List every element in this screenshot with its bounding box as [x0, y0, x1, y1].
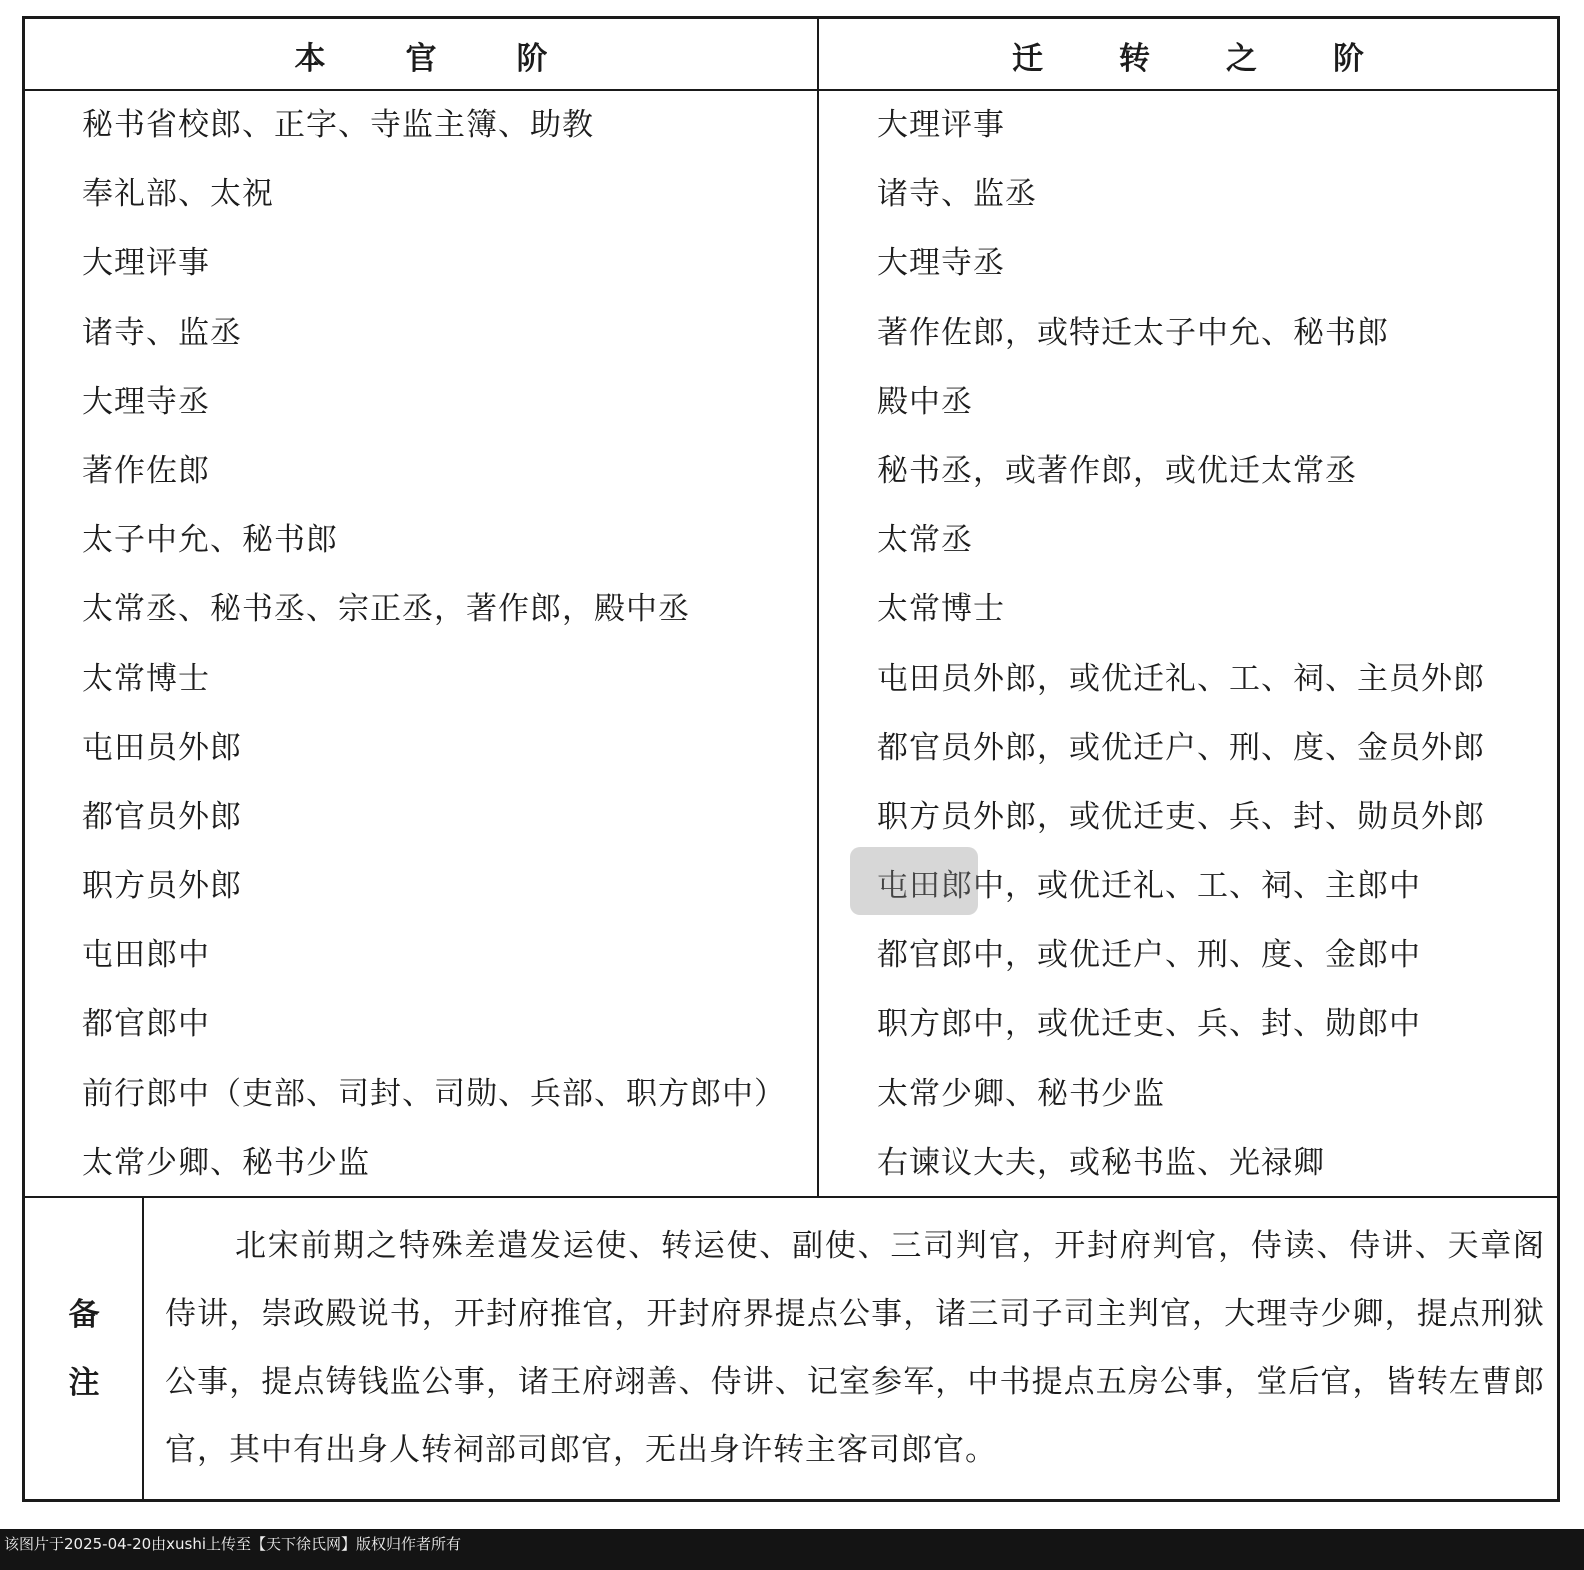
left-cell: 职方员外郎	[82, 868, 242, 905]
left-cell: 秘书省校郎、正字、寺监主簿、助教	[82, 107, 594, 143]
left-cell: 大理评事	[82, 245, 210, 282]
right-cell: 屯田郎中，或优迁礼、工、祠、主郎中	[877, 868, 1421, 905]
right-cell: 太常博士	[877, 591, 1005, 628]
right-cell: 著作佐郎，或特迁太子中允、秘书郎	[877, 314, 1389, 351]
left-cell: 奉礼部、太祝	[82, 176, 274, 213]
header-right-char: 阶	[1333, 40, 1364, 77]
right-cell: 都官员外郎，或优迁户、刑、度、金员外郎	[877, 729, 1485, 766]
selection-highlight	[850, 847, 978, 915]
left-cell: 太子中允、秘书郎	[82, 522, 338, 559]
left-column	[82, 91, 802, 1198]
right-cell: 殿中丞	[877, 383, 973, 420]
rank-table	[22, 16, 1560, 1502]
header-right-char: 转	[1119, 40, 1150, 77]
right-cell: 大理评事	[877, 107, 1005, 143]
left-cell: 太常少卿、秘书少监	[82, 1144, 370, 1181]
left-cell: 大理寺丞	[82, 383, 210, 420]
right-cell: 太常丞	[877, 522, 973, 559]
left-cell: 太常博士	[82, 660, 210, 697]
header-right	[819, 19, 1557, 91]
column-divider	[817, 19, 819, 1198]
footer-text: 该图片于2025-04-20由xushi上传至【天下徐氏网】版权归作者所有	[4, 1535, 462, 1553]
left-cell: 屯田郎中	[82, 937, 210, 974]
header-left	[25, 19, 817, 91]
header-right-char: 之	[1226, 40, 1257, 77]
left-cell: 都官员外郎	[82, 798, 242, 835]
right-cell: 职方郎中，或优迁吏、兵、封、勋郎中	[877, 1006, 1421, 1043]
header-right-char: 迁	[1012, 40, 1043, 77]
header-left-char: 官	[405, 40, 437, 77]
right-cell: 诸寺、监丞	[877, 176, 1037, 213]
left-cell: 屯田员外郎	[82, 729, 242, 766]
note-label	[25, 1198, 143, 1499]
right-cell: 太常少卿、秘书少监	[877, 1075, 1165, 1112]
left-cell: 前行郎中（吏部、司封、司勋、兵部、职方郎中）	[82, 1075, 786, 1112]
header-left-char: 本	[294, 40, 326, 77]
note-text: 北宋前期之特殊差遣发运使、转运使、副使、三司判官，开封府判官，侍读、侍讲、天章阁侍讲，崇政殿说书，开封府推官，开封府界提点公事，诸三司子司主判官，大理寺少卿，提点刑狱公事，提点铸钱监公事，诸王府翊善、侍讲、记室参军，中书提点五房公事，堂后官，皆转左曹郎官，其中有出身人转祠部司郎官，无出身许转主客司郎官。	[165, 1228, 1545, 1468]
left-cell: 太常丞、秘书丞、宗正丞，著作郎，殿中丞	[82, 591, 690, 628]
upload-watermark-bar	[0, 1529, 1584, 1570]
right-cell: 职方员外郎，或优迁吏、兵、封、勋员外郎	[877, 798, 1485, 835]
right-column	[877, 91, 1547, 1198]
note-label-char: 注	[68, 1364, 100, 1401]
left-cell: 都官郎中	[82, 1006, 210, 1043]
right-cell: 屯田员外郎，或优迁礼、工、祠、主员外郎	[877, 660, 1485, 697]
right-cell: 都官郎中，或优迁户、刑、度、金郎中	[877, 937, 1421, 974]
right-cell: 秘书丞，或著作郎，或优迁太常丞	[877, 452, 1357, 489]
right-cell: 右谏议大夫，或秘书监、光禄卿	[877, 1144, 1325, 1181]
note-label-char: 备	[68, 1296, 100, 1333]
left-cell: 诸寺、监丞	[82, 314, 242, 351]
right-cell: 大理寺丞	[877, 245, 1005, 282]
header-left-char: 阶	[516, 40, 548, 77]
left-cell: 著作佐郎	[82, 452, 210, 489]
